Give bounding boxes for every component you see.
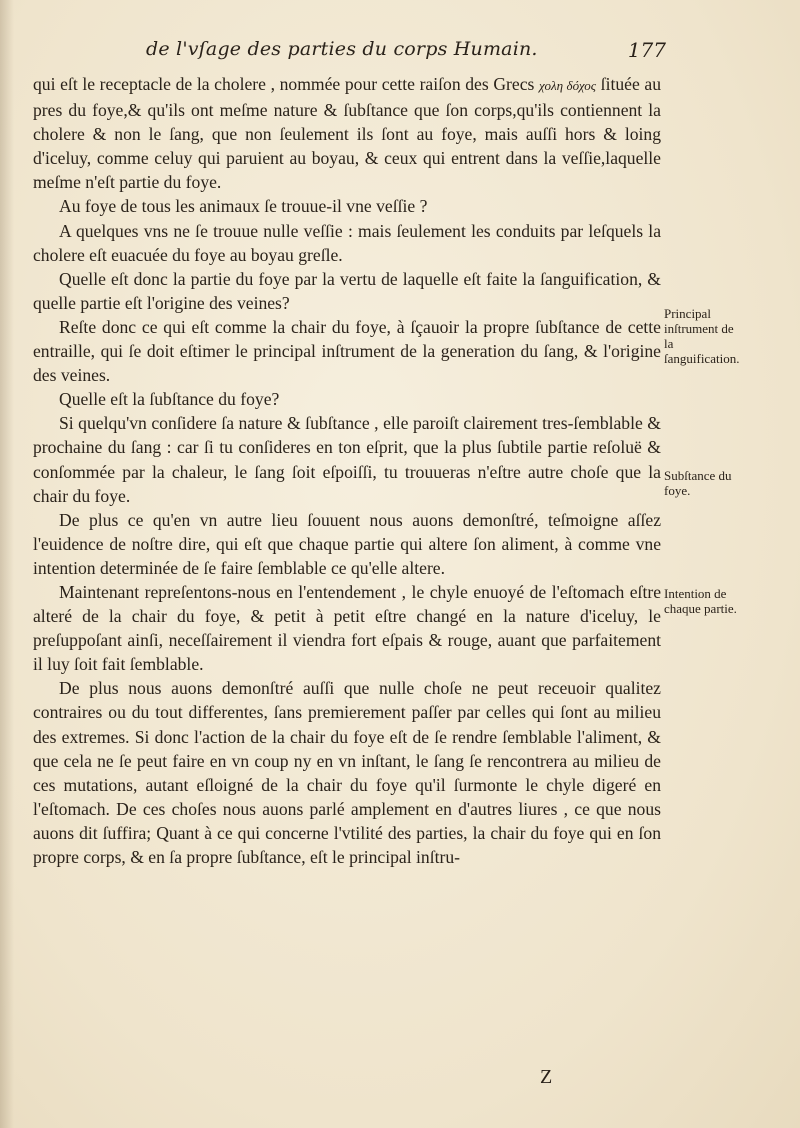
signature-mark: Z [540,1066,553,1088]
main-text [33,72,661,869]
page-header [146,38,666,68]
answer-1: A quelques vns ne ſe trouue nulle veſſie : mais ſeulement les conduits par leſquels la cholere eſt euacuée du foye au boyau greſle. [33,220,661,265]
page-number: 177 [627,38,666,62]
question-3: Quelle eſt la ſubſtance du foye? [59,389,280,410]
answer-3: Si quelqu'vn conſidere ſa nature & ſubſtance , elle paroiſt clairement tres-ſemblable & prochaine du ſang : car ſi tu conſideres en ton eſprit, que la plus ſubtile partie reſoluë & conſommée par la chaleur, le ſang ſoit eſpoiſſi, tu trouueras n'eſtre autre choſe que la chair du foye. [33,413,661,506]
question-2: Quelle eſt donc la partie du foye par la vertu de laquelle eſt faite la ſanguification, & quelle partie eſt l'origine des veines? [33,268,661,313]
greek-word: χολη δόχος [539,78,597,93]
paragraph-1 [33,72,661,194]
page-gutter-shadow [0,0,14,1128]
running-title: de l'vſage des parties du corps Humain. [146,38,538,60]
paragraph-1-text: qui eſt le receptacle de la cholere , nommée pour cette raiſon des Grecs [33,74,540,94]
question-1: Au foye de tous les animaux ſe trouue-il vne veſſie ? [59,196,428,217]
margin-note-substance: Subſtance du foye. [664,468,732,498]
answer-2: Reſte donc ce qui eſt comme la chair du foye, à ſçauoir la propre ſubſtance de cette entraille, qui ſe doit eſtimer le principal inſtrument de la generation du ſang, & l'origine des veines. [33,316,661,386]
paragraph-qualities: De plus nous auons demonſtré auſſi que nulle choſe ne peut receuoir qualitez contraires ou du tout differentes, ſans premierement paſſer par celles qui ſont au milieu des extremes. Si donc l'action de la chair du foye eſt de ſe rendre ſemblable l'aliment, & que cela ne ſe peut faire en vn coup ny en vn inſtant, le ſang ſe rencontrera au milieu de ces mutations, autant eſloigné de la chair du foye qu'il ſurmonte le chyle digeré en l'eſtomach. De ces choſes nous auons parlé amplement en d'autres liures , ce que nous auons dit ſuffira; Quant à ce qui concerne l'vtilité des parties, la chair du foye qui en ſon propre corps, & en ſa propre ſubſtance, eſt le principal inſtru- [33,678,661,867]
paragraph-chyle: Maintenant repreſentons-nous en l'entendement , le chyle enuoyé de l'eſtomach eſtre alteré de la chair du foye, & petit à petit eſtre changé en la nature d'iceluy, le preſuppoſant ainſi, neceſſairement il viendra fort eſpais & rouge, auant que parfaitement il luy ſoit fait ſemblable. [33,581,661,675]
margin-note-intention: Intention de chaque partie. [664,586,737,616]
margin-note-principal: Principal inſtrument de la ſanguification. [664,306,740,366]
paragraph-1-text-after: ſituée au pres du foye,& qu'ils ont meſme nature & ſubſtance que ſon corps,qu'ils contiennent la cholere & non le ſang, que non ſeulement ils ſont au foye, mais auſſi hors & loing d'iceluy, comme celuy qui paruient au boyau, & ceux qui entrent dans la veſſie,laquelle meſme n'eſt partie du foye. [33,74,662,193]
paragraph-intention: De plus ce qu'en vn autre lieu ſouuent nous auons demonſtré, teſmoigne aſſez l'euidence de noſtre dire, qui eſt que chaque partie qui altere ſon aliment, à comme vne intention determinée de ſe faire ſemblable ce qu'elle altere. [33,509,661,578]
